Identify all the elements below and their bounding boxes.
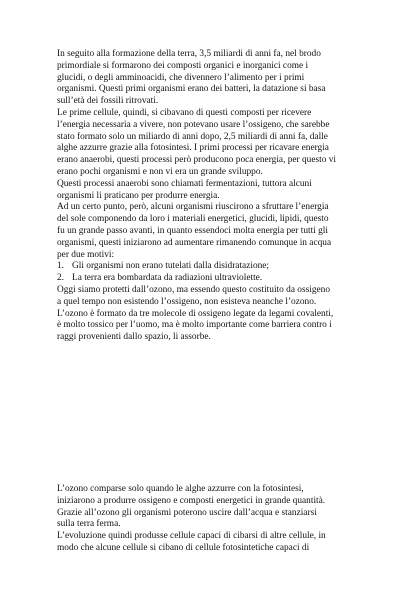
- text-line: organismi. Questi primi organismi erano dei batteri, la datazione si basa: [57, 84, 326, 95]
- text-line: Questi processi anaerobi sono chiamati fermentazioni, tuttora alcuni: [57, 178, 312, 189]
- text-line: iniziarono a produrre ossigeno e composti energetici in grande quantità.: [57, 495, 326, 506]
- text-line: raggi provenienti dallo spazio, li assorbe.: [57, 332, 211, 343]
- text-line: erano pochi organismi e non vi era un grande sviluppo.: [57, 166, 263, 177]
- text-line: primordiale si formarono dei composti organici e inorganici come i: [57, 60, 309, 71]
- list-number: 2.: [57, 273, 65, 284]
- text-line: erano anaerobi, questi processi però producono poca energia, per questo vi: [57, 155, 337, 166]
- text-line: Ad un certo punto, però, alcuni organismi riuscirono a sfruttare l’energia: [57, 202, 329, 213]
- text-line: per due motivi:: [57, 249, 115, 260]
- text-line: glucidi, o degli amminoacidi, che divennero l’alimento per i primi: [57, 72, 305, 83]
- text-line: In seguito alla formazione della terra, 3,5 miliardi di anni fa, nel brodo: [57, 49, 321, 59]
- text-line: è molto tossico per l’uomo, ma è molto importante come barriera contro i: [57, 320, 332, 331]
- text-line: alghe azzurre grazie alla fotosintesi. I primi processi per ricavare energia: [57, 143, 329, 154]
- text-line: organismi li praticano per produrre energia.: [57, 190, 220, 201]
- list-item-text: Gli organismi non erano tutelati dalla disidratazione;: [72, 261, 270, 272]
- text-block-bottom: [57, 484, 387, 555]
- text-line: a quel tempo non esistendo l’ossigeno, non esisteva neanche l’ozono.: [57, 296, 317, 307]
- text-line: fu un grande passo avanti, in quanto essendoci molta energia per tutti gli: [57, 225, 328, 236]
- text-line: stato formato solo un miliardo di anni dopo, 2,5 miliardi di anni fa, dalle: [57, 131, 328, 142]
- list-item: [57, 273, 387, 285]
- text-line: sulla terra ferma.: [57, 519, 121, 530]
- list-item: [57, 261, 387, 273]
- text-line: Le prime cellule, quindi, si cibavano di questi composti per ricevere: [57, 107, 312, 118]
- text-line: organismi, questi iniziarono ad aumentare rimanendo comunque in acqua: [57, 237, 332, 248]
- text-block-top: [57, 49, 387, 344]
- text-line: Oggi siamo protetti dall’ozono, ma essendo questo costituito da ossigeno: [57, 284, 331, 295]
- text-line: L’ozono è formato da tre molecole di ossigeno legate da legami covalenti,: [57, 308, 334, 319]
- text-line: sull’età dei fossili ritrovati.: [57, 96, 159, 107]
- list-number: 1.: [57, 261, 65, 272]
- text-line: modo che alcune cellule si cibano di cellule fotosintetiche capaci di: [57, 542, 310, 553]
- text-line: del sole componendo da loro i materiali energetici, glucidi, lipidi, questo: [57, 214, 329, 225]
- text-line: L’ozono comparse solo quando le alghe azzurre con la fotosintesi,: [57, 484, 304, 494]
- text-line: Grazie all’ozono gli organismi poterono uscire dall’acqua e stanziarsi: [57, 507, 317, 518]
- text-line: l’energia necessaria a vivere, non potevano usare l’ossigeno, che sarebbe: [57, 119, 330, 130]
- list-item-text: La terra era bombardata da radiazioni ultraviolette.: [72, 273, 263, 284]
- text-line: L’evoluzione quindi produsse cellule capaci di cibarsi di altre cellule, in: [57, 531, 326, 542]
